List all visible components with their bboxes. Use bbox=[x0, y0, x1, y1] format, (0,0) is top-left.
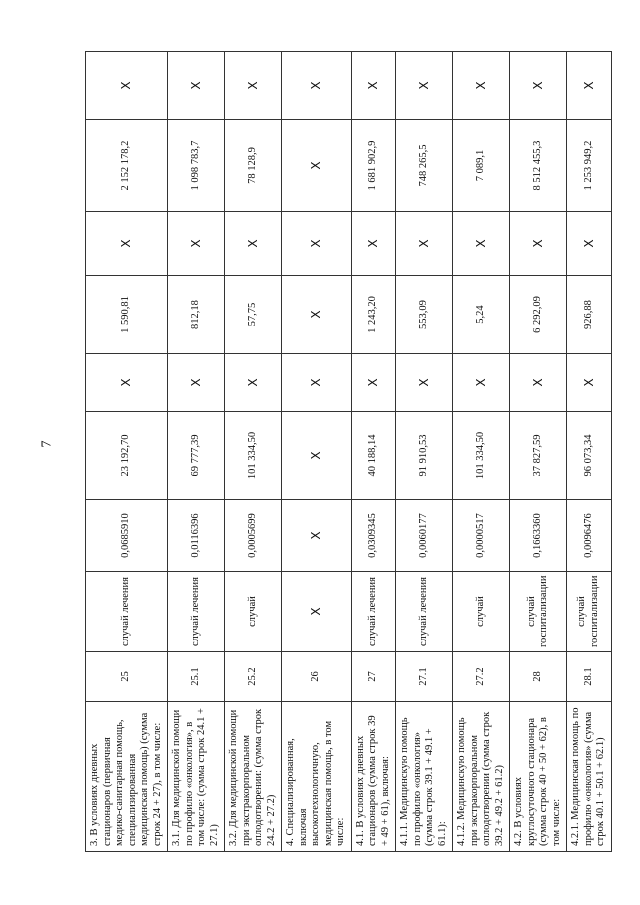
cell-c3: Х bbox=[225, 212, 282, 276]
cell-c2: 6 292,09 bbox=[510, 276, 567, 354]
cell-c5: Х bbox=[396, 52, 453, 120]
cell-norm: 0,0309345 bbox=[351, 500, 396, 572]
cell-c2: 926,88 bbox=[567, 276, 612, 354]
cell-c4: 78 128,9 bbox=[225, 120, 282, 212]
cell-unit: случай лечения bbox=[396, 572, 453, 652]
cell-c3: Х bbox=[351, 212, 396, 276]
table-row bbox=[510, 52, 567, 852]
cell-num: 27.1 bbox=[396, 652, 453, 702]
cell-c1: Х bbox=[510, 354, 567, 412]
cell-norm: 0,0000517 bbox=[453, 500, 510, 572]
cell-c3: Х bbox=[396, 212, 453, 276]
cell-unit: случай лечения bbox=[168, 572, 225, 652]
cell-norm: 0,0116396 bbox=[168, 500, 225, 572]
cell-num: 27.2 bbox=[453, 652, 510, 702]
cell-cost: 96 073,34 bbox=[567, 412, 612, 500]
table-row bbox=[282, 52, 352, 852]
cell-cost: 101 334,50 bbox=[225, 412, 282, 500]
cell-name: 4.2. В условиях круглосуточного стационара (сумма строк 40 + 50 + 62), в том числе: bbox=[510, 702, 567, 852]
cell-c5: Х bbox=[510, 52, 567, 120]
cell-c5: Х bbox=[453, 52, 510, 120]
cell-norm: 0,0005699 bbox=[225, 500, 282, 572]
cell-c2: 1 243,20 bbox=[351, 276, 396, 354]
cell-c4: 7 089,1 bbox=[453, 120, 510, 212]
cell-c2: 5,24 bbox=[453, 276, 510, 354]
cell-c1: Х bbox=[168, 354, 225, 412]
cell-c4: 2 152 178,2 bbox=[86, 120, 168, 212]
cell-name: 4.1. В условиях дневных стационаров (сумма строк 39 + 49 + 61), включая: bbox=[351, 702, 396, 852]
cell-c1: Х bbox=[567, 354, 612, 412]
page-number: 7 bbox=[39, 440, 55, 448]
cell-name: 3.1. Для медицинской помощи по профилю «онкология», в том числе: (сумма строк 24.1 + 27.1) bbox=[168, 702, 225, 852]
cell-c4: Х bbox=[282, 120, 352, 212]
cell-cost: 101 334,50 bbox=[453, 412, 510, 500]
cell-c2: 812,18 bbox=[168, 276, 225, 354]
cell-c3: Х bbox=[453, 212, 510, 276]
table-row bbox=[396, 52, 453, 852]
cell-name: 4.1.2. Медицинскую помощь при экстракорпоральном оплодотворении (сумма строк 39.2 + 49.2 + 61.2) bbox=[453, 702, 510, 852]
table-body bbox=[86, 52, 612, 852]
cell-c4: 1 253 949,2 bbox=[567, 120, 612, 212]
cell-c1: Х bbox=[225, 354, 282, 412]
cell-c3: Х bbox=[86, 212, 168, 276]
cell-c1: Х bbox=[453, 354, 510, 412]
cell-name: 4.1.1. Медицинскую помощь по профилю «онкология» (сумма строк 39.1 + 49.1 + 61.1): bbox=[396, 702, 453, 852]
cell-c4: 1 681 902,9 bbox=[351, 120, 396, 212]
table-row bbox=[453, 52, 510, 852]
cell-c5: Х bbox=[567, 52, 612, 120]
table-row bbox=[225, 52, 282, 852]
cell-c2: 57,75 bbox=[225, 276, 282, 354]
cell-c2: Х bbox=[282, 276, 352, 354]
cell-c4: 8 512 455,3 bbox=[510, 120, 567, 212]
cell-norm: 0,0685910 bbox=[86, 500, 168, 572]
table-row bbox=[168, 52, 225, 852]
table-row bbox=[351, 52, 396, 852]
cell-c1: Х bbox=[396, 354, 453, 412]
cell-c1: Х bbox=[86, 354, 168, 412]
cell-unit: случай госпитализации bbox=[567, 572, 612, 652]
cell-c2: 1 590,81 bbox=[86, 276, 168, 354]
cell-unit: случай лечения bbox=[86, 572, 168, 652]
cell-unit: случай лечения bbox=[351, 572, 396, 652]
cell-c1: Х bbox=[282, 354, 352, 412]
cell-cost: 23 192,70 bbox=[86, 412, 168, 500]
cell-num: 28 bbox=[510, 652, 567, 702]
cell-num: 26 bbox=[282, 652, 352, 702]
cell-c5: Х bbox=[86, 52, 168, 120]
cell-name: 3.2. Для медицинской помощи при экстракорпоральном оплодотворении: (сумма строк 24.2 + 27.2) bbox=[225, 702, 282, 852]
financing-table bbox=[85, 51, 612, 852]
cell-norm: 0,0060177 bbox=[396, 500, 453, 572]
cell-num: 27 bbox=[351, 652, 396, 702]
cell-norm: Х bbox=[282, 500, 352, 572]
cell-c5: Х bbox=[225, 52, 282, 120]
cell-num: 25.2 bbox=[225, 652, 282, 702]
cell-c5: Х bbox=[282, 52, 352, 120]
cell-cost: 37 827,59 bbox=[510, 412, 567, 500]
cell-unit: Х bbox=[282, 572, 352, 652]
table-row bbox=[567, 52, 612, 852]
cell-cost: 69 777,39 bbox=[168, 412, 225, 500]
table-row bbox=[86, 52, 168, 852]
cell-c5: Х bbox=[351, 52, 396, 120]
cell-name: 4. Специализированная, включая высокотехнологичную, медицинская помощь, в том числе: bbox=[282, 702, 352, 852]
cell-c1: Х bbox=[351, 354, 396, 412]
cell-cost: Х bbox=[282, 412, 352, 500]
cell-cost: 91 910,53 bbox=[396, 412, 453, 500]
cell-unit: случай bbox=[225, 572, 282, 652]
cell-name: 4.2.1. Медицинская помощь по профилю «онкология» (сумма строк 40.1 + 50.1 + 62.1) bbox=[567, 702, 612, 852]
cell-unit: случай госпитализации bbox=[510, 572, 567, 652]
cell-c3: Х bbox=[282, 212, 352, 276]
cell-num: 25.1 bbox=[168, 652, 225, 702]
cell-unit: случай bbox=[453, 572, 510, 652]
cell-c3: Х bbox=[168, 212, 225, 276]
cell-num: 25 bbox=[86, 652, 168, 702]
cell-name: 3. В условиях дневных стационаров (первичная медико-санитарная помощь, специализированная медицинская помощь) (сумма строк 24 + 27), в том числе: bbox=[86, 702, 168, 852]
cell-c4: 748 265,5 bbox=[396, 120, 453, 212]
cell-c5: Х bbox=[168, 52, 225, 120]
cell-c3: Х bbox=[567, 212, 612, 276]
cell-c3: Х bbox=[510, 212, 567, 276]
cell-num: 28.1 bbox=[567, 652, 612, 702]
cell-norm: 0,0096476 bbox=[567, 500, 612, 572]
cell-c2: 553,09 bbox=[396, 276, 453, 354]
cell-norm: 0,1663360 bbox=[510, 500, 567, 572]
cell-c4: 1 098 783,7 bbox=[168, 120, 225, 212]
cell-cost: 40 188,14 bbox=[351, 412, 396, 500]
rotated-table-wrapper bbox=[85, 52, 606, 852]
